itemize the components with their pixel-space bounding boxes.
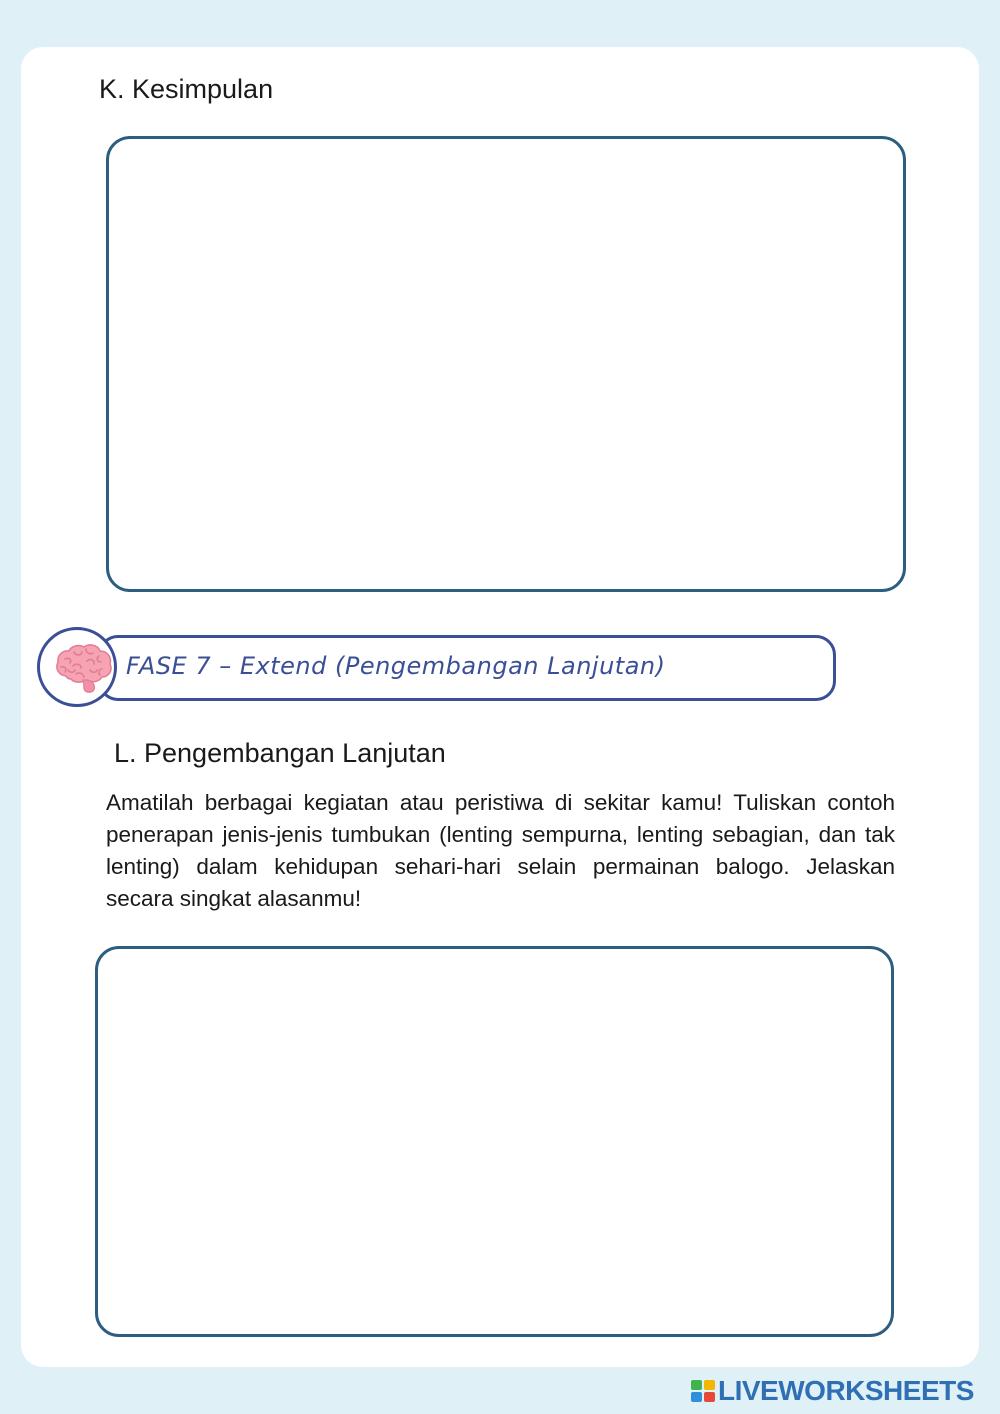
logo-mark-square	[691, 1380, 702, 1390]
phase-label: FASE 7 – Extend (Pengembangan Lanjutan)	[126, 652, 666, 680]
logo-mark-square	[704, 1392, 715, 1402]
logo-text: LIVEWORKSHEETS	[718, 1375, 974, 1406]
brain-icon	[52, 642, 114, 694]
section-k-heading: K. Kesimpulan	[99, 74, 274, 104]
logo-mark-square	[691, 1392, 702, 1402]
extension-answer-box[interactable]	[95, 946, 894, 1337]
section-l-heading: L. Pengembangan Lanjutan	[114, 738, 446, 768]
logo-mark-square	[704, 1380, 715, 1390]
logo-mark-icon	[691, 1380, 715, 1402]
conclusion-answer-box[interactable]	[106, 136, 906, 592]
instruction-text: Amatilah berbagai kegiatan atau peristiwa di sekitar kamu! Tuliskan contoh penerapan jenis-jenis tumbukan (lenting sempurna, lenting sebagian, dan tak lenting) dalam kehidupan sehari-hari selain permainan balogo. Jelaskan secara singkat alasanmu!	[106, 790, 895, 911]
liveworksheets-logo[interactable]	[691, 1374, 974, 1408]
